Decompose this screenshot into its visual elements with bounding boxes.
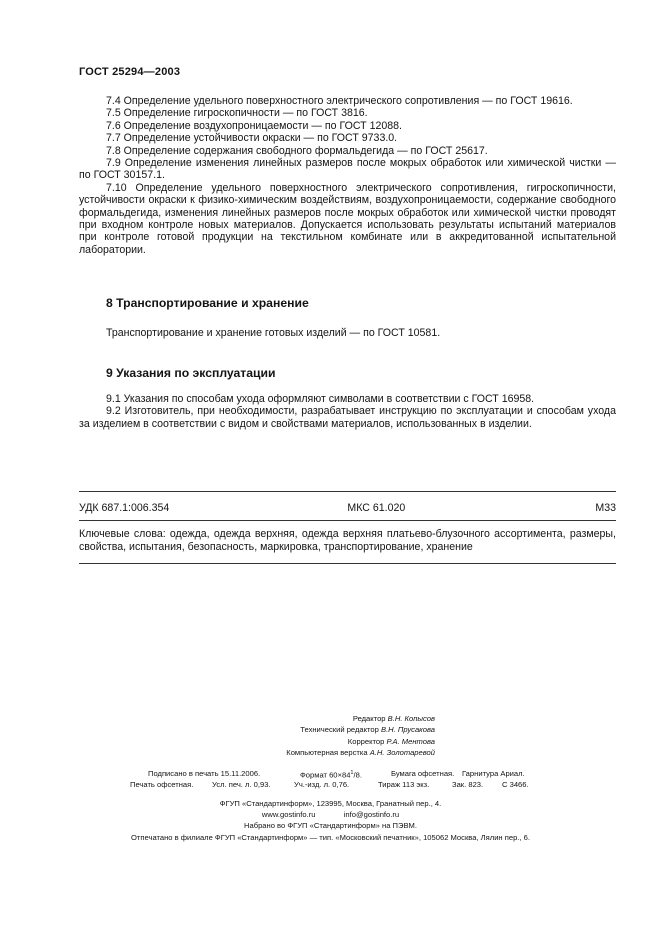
format-prefix: Формат 60×84 xyxy=(300,770,351,780)
contacts-row xyxy=(0,809,661,820)
signed-date: Подписано в печать 15.11.2006. xyxy=(148,769,261,778)
corrector-name: Р.А. Ментова xyxy=(386,736,435,746)
print-type: Печать офсетная. xyxy=(130,780,194,789)
section-9-heading: 9 Указания по эксплуатации xyxy=(106,366,276,380)
item-7-5: 7.5 Определение гигроскопичности — по ГОСТ 3816. xyxy=(106,107,368,120)
section-8-text: Транспортирование и хранение готовых изделий — по ГОСТ 10581. xyxy=(106,327,441,339)
font-face: Гарнитура Ариал. xyxy=(462,769,525,778)
layout-row xyxy=(260,747,435,758)
s-number: С 3466. xyxy=(502,780,529,789)
layout-name: А.Н. Золотаревой xyxy=(369,748,435,758)
classification-row xyxy=(79,502,616,514)
tech-editor-name: В.Н. Прусакова xyxy=(381,725,435,735)
section-9-list xyxy=(79,393,616,430)
tech-editor-label: Технический редактор xyxy=(300,725,379,735)
editor-label: Редактор xyxy=(352,714,386,723)
format-sup: 1 xyxy=(350,770,354,776)
typeset-note: Набрано во ФГУП «Стандартинформ» на ПЭВМ. xyxy=(244,821,417,831)
item-7-6: 7.6 Определение воздухопроницаемости — по ГОСТ 12088. xyxy=(106,119,402,132)
corrector-row xyxy=(260,736,435,747)
keywords: Ключевые слова: одежда, одежда верхняя, одежда верхняя платьево-блузочного ассортимента, размеры, свойства, испытания, безопасность, маркировка, транспортирование, хранение xyxy=(79,528,616,554)
editor-name: В.Н. Копысов xyxy=(387,714,435,723)
tech-editor-row xyxy=(260,724,435,735)
section-8-body xyxy=(79,327,616,339)
zak: Зак. 823. xyxy=(452,780,484,789)
standard-number-header: ГОСТ 25294—2003 xyxy=(79,66,181,78)
section-7-list xyxy=(79,95,616,256)
uch-izd: Уч.-изд. л. 0,76. xyxy=(294,780,350,789)
item-9-1: 9.1 Указания по способам ухода оформляют символами в соответствии с ГОСТ 16958. xyxy=(106,393,535,405)
publisher-address: ФГУП «Стандартинформ», 123995, Москва, Гранатный пер., 4. xyxy=(219,799,442,808)
tirazh: Тираж 113 экз. xyxy=(378,780,430,789)
paper: Бумага офсетная. xyxy=(391,769,455,778)
printed-note: Отпечатано в филиале ФГУП «Стандартинформ» — тип. «Московский печатник», 105062 Москва, Лялин пер., 6. xyxy=(131,832,530,842)
editor-row xyxy=(260,713,435,724)
item-7-7: 7.7 Определение устойчивости окраски — по ГОСТ 9733.0. xyxy=(106,132,398,145)
item-7-9: 7.9 Определение изменения линейных размеров после мокрых обработок или химической чистки — по ГОСТ 30157.1. xyxy=(79,157,616,182)
item-7-4: 7.4 Определение удельного поверхностного электрического сопротивления — по ГОСТ 19616. xyxy=(106,95,573,107)
editorial-credits xyxy=(260,713,435,759)
layout-label: Компьютерная верстка xyxy=(286,748,368,758)
section-8-heading: 8 Транспортирование и хранение xyxy=(106,296,309,310)
item-7-8: 7.8 Определение содержания свободного формальдегида — по ГОСТ 25617. xyxy=(106,144,488,157)
usl-pech: Усл. печ. л. 0,93. xyxy=(212,780,271,789)
udk-code: УДК 687.1:006.354 xyxy=(79,502,170,514)
item-9-2: 9.2 Изготовитель, при необходимости, разрабатывает инструкцию по эксплуатации и способам ухода за изделием в соответствии с видом и свойствами материалов, использованных в изделии. xyxy=(79,405,616,430)
middle-rule xyxy=(79,520,616,521)
corrector-label: Корректор xyxy=(347,736,385,746)
email-link[interactable]: info@gostinfo.ru xyxy=(343,810,400,820)
item-7-10: 7.10 Определение удельного поверхностного электрического сопротивления, гигроскопичности, устойчивости окраски к физико-химическим воздействиям, воздухопроницаемости, содержание свободного формальдегида, изменения линейных размеров после мокрых обработок или химической чистки проводят при входном контроле новых материалов. Допускается использовать результаты испытаний материалов при контроле готовой продукции на текстильном комбинате или в аккредитованной испытательной лаборатории. xyxy=(79,181,616,256)
format-suffix: /8. xyxy=(353,770,362,780)
publisher-block xyxy=(0,798,661,843)
bottom-rule xyxy=(79,563,616,564)
okstu-code: М33 xyxy=(595,502,616,514)
website-link[interactable]: www.gostinfo.ru xyxy=(261,810,316,820)
top-rule xyxy=(79,491,616,492)
mks-code: МКС 61.020 xyxy=(347,502,406,514)
